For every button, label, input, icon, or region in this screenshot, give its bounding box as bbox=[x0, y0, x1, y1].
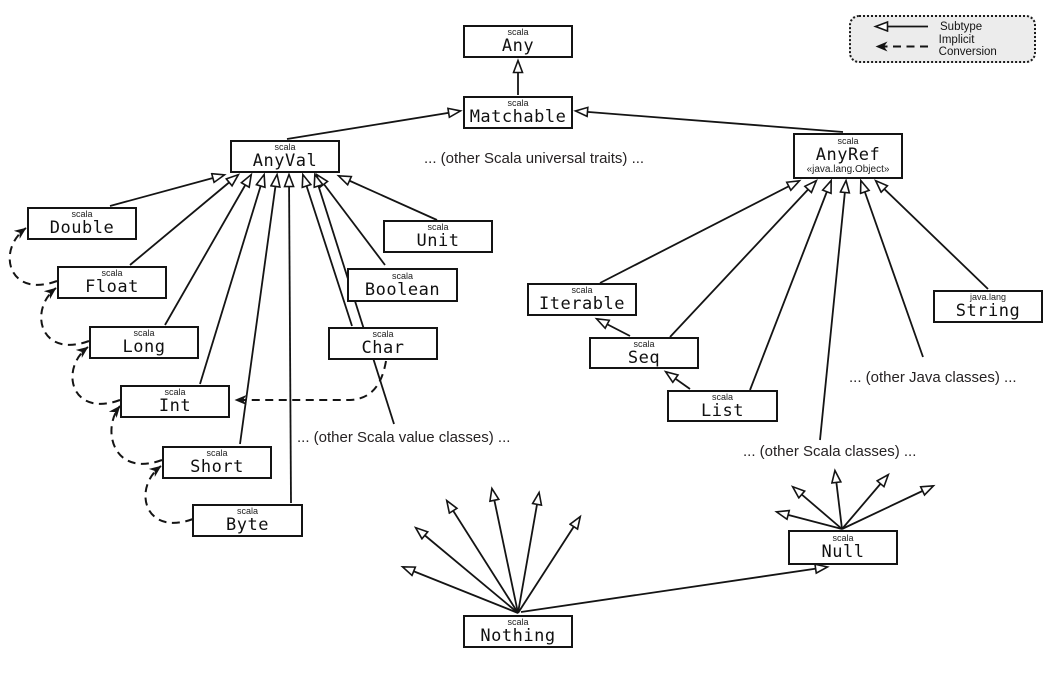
annotation-other-universal-traits: ... (other Scala universal traits) ... bbox=[424, 150, 645, 167]
node-matchable-label: Matchable bbox=[469, 107, 567, 127]
edge-seq-iterable bbox=[597, 319, 630, 336]
node-unit bbox=[383, 220, 493, 253]
node-unit-package: scala bbox=[427, 222, 449, 232]
edge-null-fan-4 bbox=[842, 475, 888, 529]
node-nothing-label: Nothing bbox=[480, 626, 556, 646]
node-any-package: scala bbox=[507, 27, 529, 37]
node-seq-package: scala bbox=[633, 338, 655, 349]
edge-unit-anyval bbox=[339, 176, 437, 220]
node-int-label: Int bbox=[158, 396, 192, 416]
node-anyref-note: «java.lang.Object» bbox=[806, 164, 890, 175]
edge-short-anyval bbox=[240, 175, 277, 444]
node-boolean-package: scala bbox=[391, 270, 413, 281]
edge-nothing-fan-1 bbox=[403, 567, 518, 613]
node-string bbox=[933, 290, 1043, 323]
node-anyref-label: AnyRef bbox=[815, 145, 881, 165]
edge-other-scala-classes-anyref bbox=[820, 181, 846, 440]
node-byte-package: scala bbox=[236, 506, 258, 516]
node-iterable-label: Iterable bbox=[539, 294, 625, 314]
edge-nothing-fan-5 bbox=[518, 493, 539, 613]
node-matchable-package: scala bbox=[507, 98, 529, 108]
edge-implicit-char-int bbox=[235, 361, 386, 400]
node-double-package: scala bbox=[71, 209, 93, 219]
node-long-package: scala bbox=[133, 328, 155, 338]
node-anyref bbox=[793, 133, 903, 179]
legend-row-subtype bbox=[860, 20, 1034, 33]
edge-char-anyval bbox=[303, 175, 352, 326]
node-boolean-label: Boolean bbox=[364, 279, 441, 300]
node-anyval bbox=[230, 140, 340, 173]
node-int bbox=[120, 385, 230, 418]
node-any bbox=[463, 25, 573, 58]
legend-subtype-label: Subtype bbox=[940, 20, 983, 33]
edge-long-anyval bbox=[165, 175, 251, 325]
edge-float-anyval bbox=[130, 175, 238, 265]
node-null bbox=[788, 530, 898, 565]
edge-list-seq bbox=[666, 372, 690, 389]
legend bbox=[849, 15, 1036, 63]
legend-implicit-label: Implicit Conversion bbox=[938, 34, 997, 58]
node-float-package: scala bbox=[101, 268, 123, 278]
node-long-label: Long bbox=[122, 337, 166, 357]
node-list bbox=[667, 390, 778, 422]
node-anyval-package: scala bbox=[274, 142, 296, 152]
edge-other-java-classes-anyref bbox=[861, 181, 923, 357]
node-float-label: Float bbox=[85, 277, 139, 297]
edge-null-fan-5 bbox=[842, 486, 933, 529]
node-iterable bbox=[527, 283, 637, 316]
edge-list-anyref bbox=[750, 181, 831, 390]
edge-byte-anyval bbox=[289, 175, 291, 503]
node-seq-label: Seq bbox=[627, 347, 661, 368]
edge-null-fan-3 bbox=[835, 471, 842, 529]
node-short-package: scala bbox=[206, 448, 228, 458]
node-byte-label: Byte bbox=[226, 515, 269, 535]
node-short-label: Short bbox=[190, 457, 244, 477]
node-int-package: scala bbox=[164, 387, 186, 397]
node-char bbox=[328, 327, 438, 360]
node-null-package: scala bbox=[832, 533, 854, 543]
node-string-package: java.lang bbox=[969, 292, 1007, 302]
node-byte bbox=[192, 504, 303, 537]
node-double bbox=[27, 207, 137, 240]
legend-row-implicit-conversion bbox=[860, 34, 1034, 58]
annotation-other-value-classes: ... (other Scala value classes) ... bbox=[297, 429, 511, 446]
node-null-label: Null bbox=[821, 542, 865, 562]
node-anyref-package: scala bbox=[837, 136, 859, 146]
node-any-label: Any bbox=[501, 36, 535, 56]
edge-seq-anyref bbox=[670, 181, 816, 337]
node-short bbox=[162, 446, 272, 479]
annotation-other-scala-classes: ... (other Scala classes) ... bbox=[743, 443, 917, 460]
node-nothing bbox=[463, 615, 573, 648]
node-nothing-package: scala bbox=[507, 617, 529, 627]
node-matchable bbox=[463, 96, 573, 129]
node-string-label: String bbox=[955, 301, 1021, 321]
node-float bbox=[57, 266, 167, 299]
edge-nothing-null bbox=[521, 567, 827, 612]
node-iterable-package: scala bbox=[571, 285, 593, 295]
node-anyval-label: AnyVal bbox=[252, 151, 318, 171]
node-char-label: Char bbox=[361, 338, 405, 358]
edge-nothing-fan-3 bbox=[447, 501, 518, 613]
node-list-label: List bbox=[701, 400, 744, 421]
edge-anyval-matchable bbox=[287, 111, 460, 139]
node-char-package: scala bbox=[372, 329, 394, 339]
edge-anyref-matchable bbox=[576, 111, 843, 132]
node-unit-label: Unit bbox=[416, 231, 460, 251]
node-boolean bbox=[347, 268, 458, 302]
node-long bbox=[89, 326, 199, 359]
node-seq bbox=[589, 337, 699, 369]
subtype-arrow-icon bbox=[860, 20, 932, 33]
node-list-package: scala bbox=[711, 391, 733, 402]
annotation-other-java-classes: ... (other Java classes) ... bbox=[849, 369, 1017, 386]
node-double-label: Double bbox=[49, 218, 115, 238]
implicit-conversion-arrow-icon bbox=[860, 40, 931, 53]
